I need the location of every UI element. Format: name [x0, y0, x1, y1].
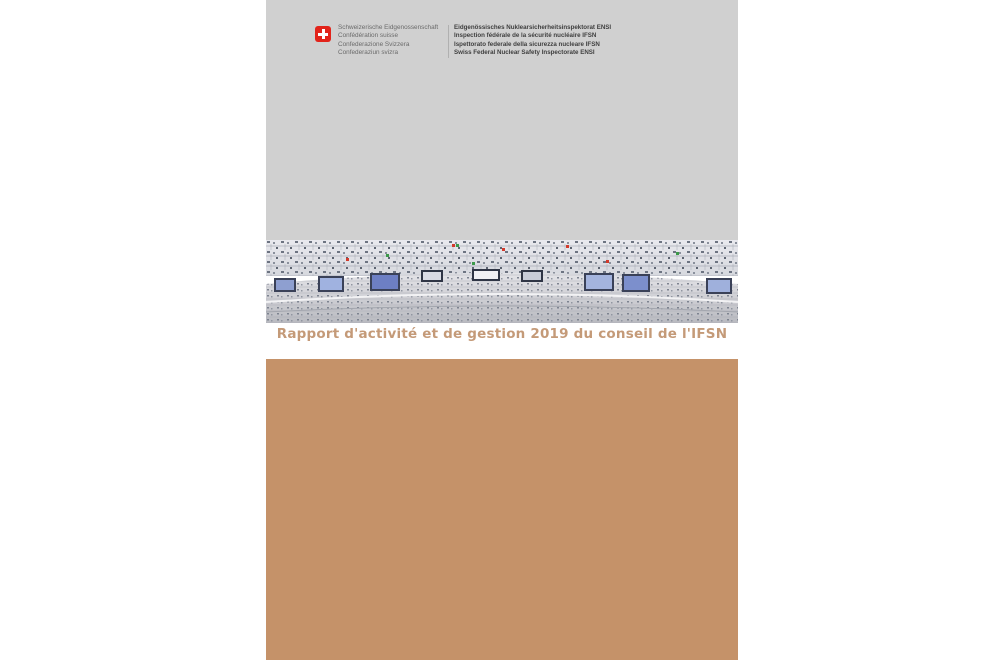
cover-header	[266, 0, 738, 240]
inspectorate-name-fr: Inspection fédérale de la sécurité nucléaire IFSN	[454, 32, 597, 40]
confederation-names	[338, 24, 438, 57]
confederation-name-fr: Confédération suisse	[338, 32, 399, 40]
cover-color-block	[266, 359, 738, 660]
report-title: Rapport d'activité et de gestion 2019 du conseil de l'IFSN	[276, 326, 728, 342]
inspectorate-name-de: Eidgenössisches Nuklearsicherheitsinspektorat ENSI	[454, 24, 612, 31]
confederation-name-de: Schweizerische Eidgenossenschaft	[338, 24, 439, 31]
logo-divider	[448, 25, 449, 58]
inspectorate-names	[454, 24, 611, 57]
inspectorate-name-it: Ispettorato federale della sicurezza nucleare IFSN	[454, 40, 600, 48]
inspectorate-name-en: Swiss Federal Nuclear Safety Inspectorate ENSI	[454, 48, 595, 56]
report-cover	[266, 0, 738, 660]
control-room-panel-icon	[266, 240, 738, 323]
confederation-name-it: Confederazione Svizzera	[338, 40, 410, 48]
swiss-cross-icon	[315, 26, 331, 42]
confederation-name-rm: Confederaziun svizra	[338, 48, 399, 56]
